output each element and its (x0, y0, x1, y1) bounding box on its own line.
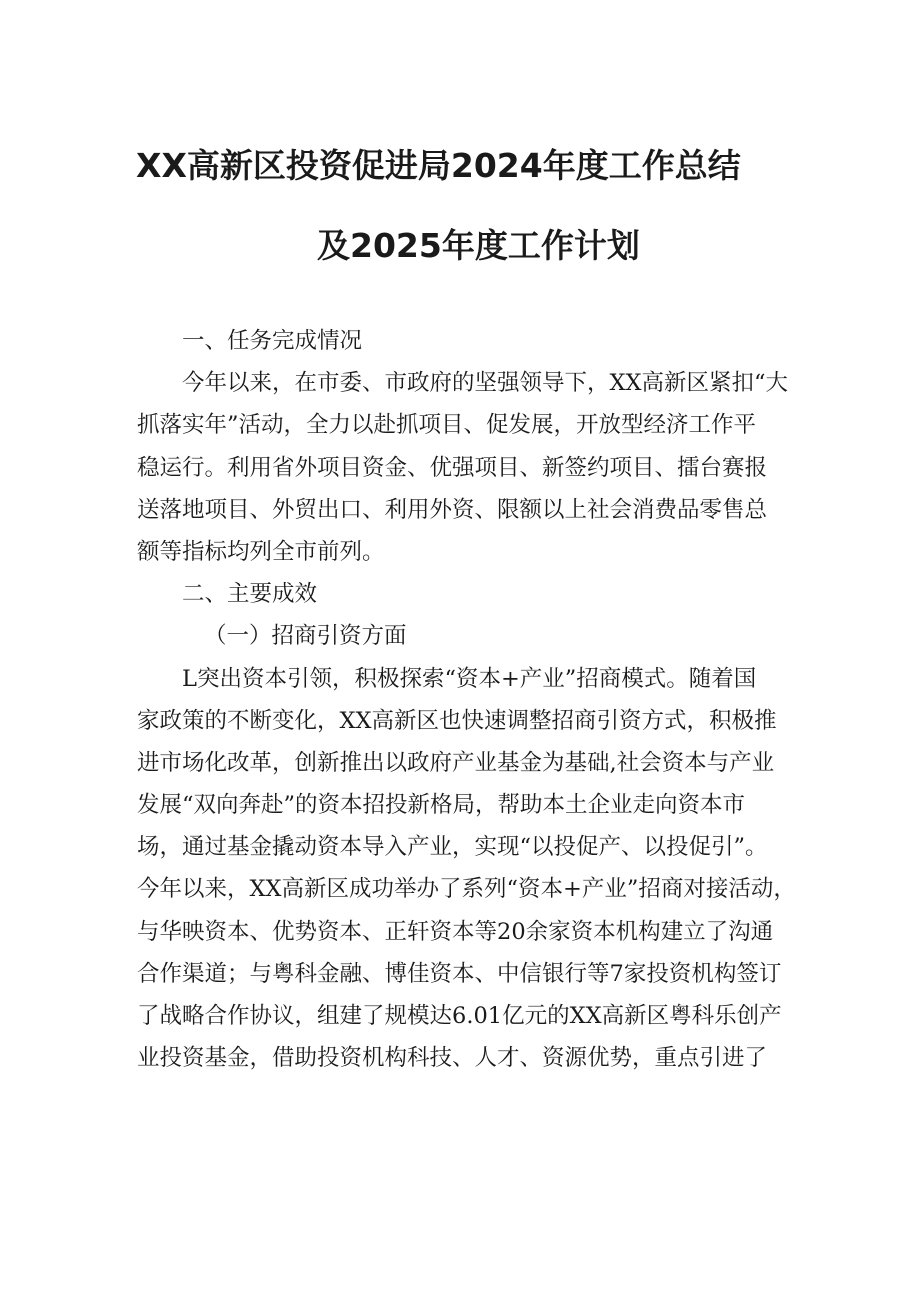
section-heading-1: 一、任务完成情况 (182, 328, 363, 354)
paragraph-2-line: 合作渠道；与粤科金融、博佳资本、中信银行等7家投资机构签订 (137, 960, 782, 987)
paragraph-1-line: 额等指标均列全市前列。 (137, 538, 385, 565)
paragraph-1-line: 稳运行。利用省外项目资金、优强项目、新签约项目、擂台赛报 (137, 454, 768, 481)
paragraph-2-line: 今年以来，XX高新区成功举办了系列“资本+产业”招商对接活动， (137, 876, 796, 903)
paragraph-2-line: 进市场化改革，创新推出以政府产业基金为基础,社会资本与产业 (137, 749, 775, 776)
subsection-heading-1: （一）招商引资方面 (204, 623, 407, 650)
document-body (137, 320, 797, 1079)
section-heading-2: 二、主要成效 (182, 581, 318, 608)
paragraph-2-line: L突出资本引领，积极探索“资本+产业”招商模式。随着国 (182, 665, 757, 692)
paragraph-2-line: 家政策的不断变化，XX高新区也快速调整招商引资方式，积极推 (137, 707, 777, 734)
document-title-line-2: 及2025年度工作计划 (317, 226, 640, 265)
paragraph-2-line: 场，通过基金撬动资本导入产业，实现“以投促产、以投促引”。 (137, 834, 768, 861)
paragraph-1-line: 送落地项目、外贸出口、利用外资、限额以上社会消费品零售总 (137, 496, 768, 523)
paragraph-2-line: 业投资基金，借助投资机构科技、人才、资源优势，重点引进了 (137, 1045, 768, 1072)
document-title-line-1: XX高新区投资促进局2024年度工作总结 (136, 146, 741, 185)
paragraph-1-line: 抓落实年”活动，全力以赴抓项目、促发展，开放型经济工作平 (137, 412, 757, 439)
paragraph-2-line: 与华映资本、优势资本、正轩资本等20余家资本机构建立了沟通 (137, 918, 774, 945)
paragraph-1-line: 今年以来，在市委、市政府的坚强领导下，XX高新区紧扣“大 (182, 370, 789, 397)
paragraph-2-line: 了战略合作协议，组建了规模达6.01亿元的XX高新区粤科乐创产 (137, 1003, 782, 1029)
paragraph-2-line: 发展“双向奔赴”的资本招投新格局，帮助本土企业走向资本市 (137, 792, 746, 819)
